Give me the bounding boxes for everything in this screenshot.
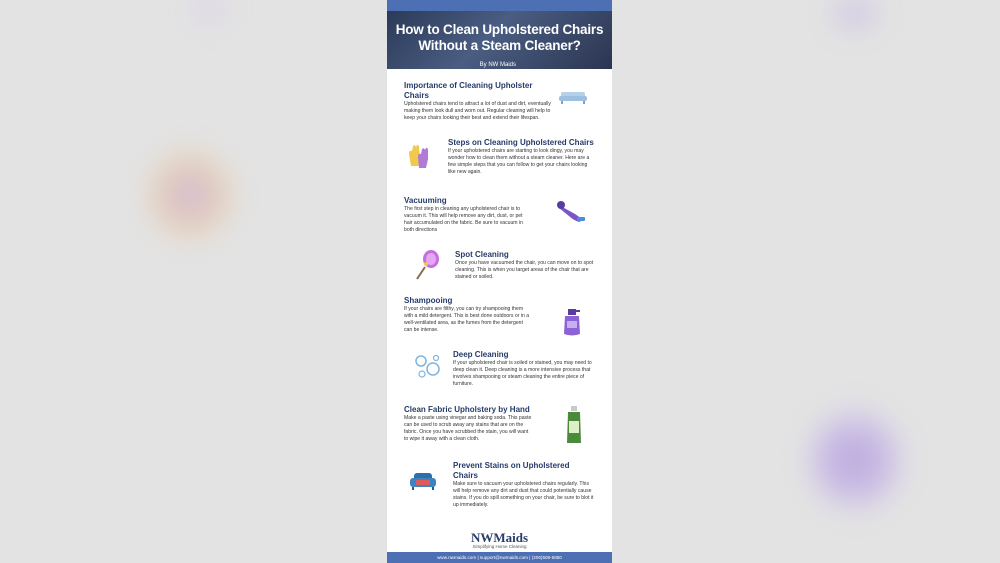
section-heading: Clean Fabric Upholstery by Hand	[404, 405, 530, 414]
gloves-icon	[405, 142, 433, 170]
section-heading: Spot Cleaning	[455, 250, 509, 259]
section-body: Make sure to vacuum your upholstered chairs regularly. This will help remove any dirt and dust that could potentially cause stains. If you do spill something on your chair, be sure to blot it up immediately.	[453, 481, 594, 508]
section-clean-by-hand	[404, 405, 532, 443]
blurred-decoration	[810, 405, 900, 515]
bubbles-icon	[413, 351, 445, 381]
section-body: The first step in cleaning any upholstered chair is to vacuum it. This will help remove any dirt, dust, or pet hair accumulated on the fabric. Be sure to vacuum in both directions	[404, 206, 523, 233]
section-body: Upholstered chairs tend to attract a lot of dust and dirt, eventually making them look dull and worn out. Regular cleaning will help to keep your chairs looking their best and extend their lifespan.	[404, 101, 551, 121]
handheld-vacuum-icon	[553, 198, 587, 224]
top-bar	[387, 0, 612, 11]
section-heading: Prevent Stains on Upholstered Chairs	[453, 461, 570, 480]
brand-logo	[387, 530, 612, 549]
spray-bottle-icon	[559, 306, 585, 338]
logo-name: NWMaids	[470, 530, 529, 545]
hero-banner	[387, 11, 612, 69]
sofa-icon	[558, 89, 588, 105]
section-steps	[448, 138, 595, 176]
section-body: Once you have vacuumed the chair, you can move on to spot cleaning. This is when you target areas of the chair that are stained or soiled.	[455, 260, 594, 280]
section-heading: Shampooing	[404, 296, 453, 305]
section-body: If your upholstered chairs are starting to look dingy, you may wonder how to clean them without a steam cleaner. Here are a few simple steps that you can follow to get your chairs looking like new again.	[448, 148, 590, 175]
section-body: If your upholstered chair is soiled or stained, you may need to deep clean it. Deep cleaning is a more intensive process that involves shampooing or steam cleaning the entire piece of furniture.	[453, 360, 592, 387]
section-deep-cleaning	[453, 350, 595, 388]
infographic	[387, 0, 612, 563]
detergent-bottle-icon	[565, 405, 583, 445]
byline: By NW Maids	[479, 62, 516, 68]
section-heading: Importance of Cleaning Upholster Chairs	[404, 81, 533, 100]
duster-icon	[413, 249, 441, 281]
page-title: How to Clean Upholstered Chairs Without a Steam Cleaner?	[395, 22, 604, 53]
blurred-decoration	[150, 150, 230, 240]
section-shampooing	[404, 296, 531, 334]
armchair-icon	[409, 471, 437, 491]
section-heading: Deep Cleaning	[453, 350, 509, 359]
section-heading: Steps on Cleaning Upholstered Chairs	[448, 138, 594, 147]
section-body: If your chairs are filthy, you can try shampooing them with a mild detergent. This is best done outdoors or in a well-ventilated area, as the fumes from the detergent can be intense.	[404, 306, 530, 333]
logo-tagline: Simplifying Home Cleaning	[472, 544, 527, 549]
section-body: Make a paste using vinegar and baking soda. This paste can be used to scrub away any stains that are on the fabric. Once you have scrubbed the stain, you will want to wipe it away with a clean cloth.	[404, 415, 532, 442]
blurred-decoration	[820, 0, 890, 28]
section-prevent-stains	[453, 461, 595, 509]
section-heading: Vacuuming	[404, 196, 447, 205]
section-importance	[404, 81, 557, 122]
footer-contact: www.nwmaids.com | support@nwmaids.com | (206)508-5850	[387, 552, 612, 563]
section-spot-cleaning	[455, 250, 595, 281]
blurred-decoration	[180, 0, 240, 22]
section-vacuuming	[404, 196, 529, 234]
